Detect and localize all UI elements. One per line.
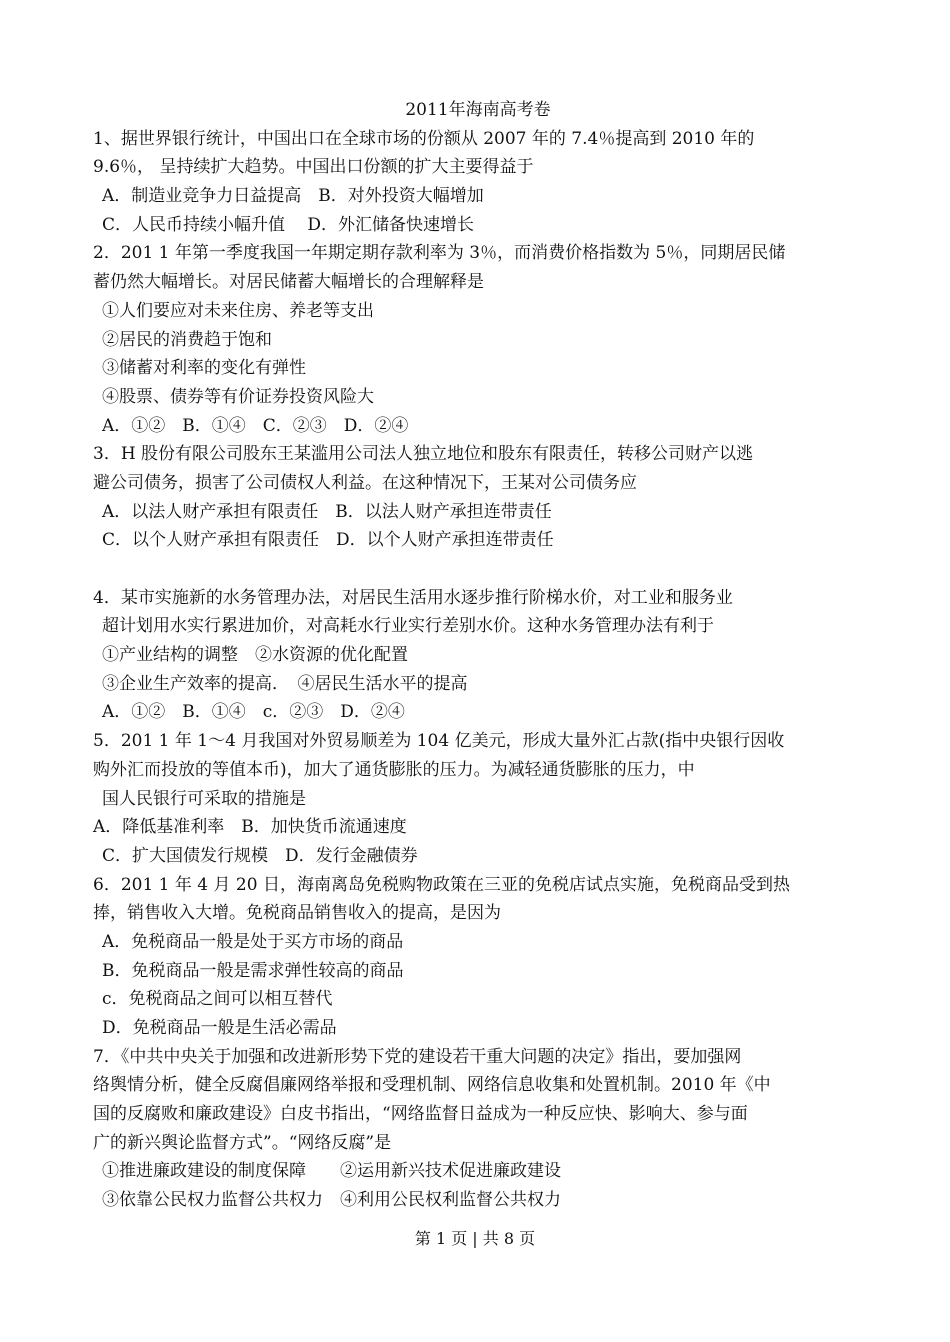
question-line: ④股票、债券等有价证券投资风险大 (102, 386, 374, 407)
question-line: D．免税商品一般是生活必需品 (102, 1018, 337, 1038)
question-line: 络舆情分析，健全反腐倡廉网络举报和受理机制、网络信息收集和处置机制。2010 年《中 (93, 1075, 771, 1096)
question-line: ②居民的消费趋于饱和 (102, 329, 272, 350)
question-line: 2．201 1 年第一季度我国一年期定期存款利率为 3％，而消费价格指数为 5％，同期居民储 (93, 243, 786, 264)
question-line: 7．《中共中央关于加强和改进新形势下党的建设若干重大问题的决定》指出，要加强网 (93, 1046, 742, 1067)
question-line: 蓄仍然大幅增长。对居民储蓄大幅增长的合理解释是 (93, 272, 484, 293)
question-line: 5．201 1 年 1～4 月我国对外贸易顺差为 104 亿美元，形成大量外汇占款(指中央银行因收 (93, 731, 785, 752)
question-2 (93, 239, 863, 440)
question-6 (93, 871, 863, 1043)
question-line: ③储蓄对利率的变化有弹性 (102, 358, 306, 379)
question-line: A．制造业竞争力日益提高 B．对外投资大幅增加 (102, 186, 484, 207)
question-line: ①推进廉政建设的制度保障 ②运用新兴技术促进廉政建设 (102, 1161, 561, 1182)
blank-line (93, 555, 863, 584)
question-line: 超计划用水实行累进加价，对高耗水行业实行差别水价。这种水务管理办法有利于 (102, 616, 714, 637)
document-body (93, 96, 863, 1215)
question-line: A．以法人财产承担有限责任 B．以法人财产承担连带责任 (102, 501, 552, 522)
question-line: 1、据世界银行统计，中国出口在全球市场的份额从 2007 年的 7.4％提高到 2010 年的 (93, 128, 755, 149)
question-line: c．免税商品之间可以相互替代 (102, 989, 333, 1010)
question-line: C．人民币持续小幅升值 D．外汇储备快速增长 (102, 214, 475, 235)
question-4 (93, 584, 863, 727)
question-line: 国的反腐败和廉政建设》白皮书指出，“网络监督日益成为一种反应快、影响大、参与面 (93, 1104, 748, 1125)
question-line: A．免税商品一般是处于买方市场的商品 (102, 931, 404, 952)
question-line: B．免税商品一般是需求弹性较高的商品 (102, 960, 404, 981)
question-3 (93, 440, 863, 555)
question-line: A．降低基准利率 B．加快货币流通速度 (93, 817, 407, 838)
question-line: 9.6％， 呈持续扩大趋势。中国出口份额的扩大主要得益于 (93, 157, 534, 178)
question-5 (93, 727, 863, 870)
question-line: A．①② B．①④ c．②③ D．②④ (102, 702, 405, 723)
question-line: A．①② B．①④ C．②③ D．②④ (102, 415, 409, 436)
question-line: 4．某市实施新的水务管理办法，对居民生活用水逐步推行阶梯水价，对工业和服务业 (93, 587, 733, 608)
question-7 (93, 1043, 863, 1215)
question-line: 购外汇而投放的等值本币)，加大了通货膨胀的压力。为减轻通货膨胀的压力，中 (93, 759, 695, 780)
question-line: ③企业生产效率的提高． ④居民生活水平的提高 (102, 673, 468, 694)
question-line: 避公司债务，损害了公司债权人利益。在这种情况下，王某对公司债务应 (93, 472, 637, 493)
document-title: 2011年海南高考卷 (405, 100, 551, 120)
question-line: 3．H 股份有限公司股东王某滥用公司法人独立地位和股东有限责任，转移公司财产以逃 (93, 444, 754, 465)
question-line: ①人们要应对未来住房、养老等支出 (102, 300, 374, 321)
question-line: ③依靠公民权力监督公共权力 ④利用公民权利监督公共权力 (102, 1190, 561, 1211)
question-line: ①产业结构的调整 ②水资源的优化配置 (102, 645, 408, 666)
question-line: 捧，销售收入大增。免税商品销售收入的提高，是因为 (93, 903, 501, 924)
question-line: C．扩大国债发行规模 D．发行金融债券 (102, 845, 418, 866)
question-line: C．以个人财产承担有限责任 D．以个人财产承担连带责任 (102, 530, 554, 551)
page-footer: 第 1 页 | 共 8 页 (414, 1229, 536, 1248)
question-1 (93, 125, 863, 240)
question-line: 6．201 1 年 4 月 20 日，海南离岛免税购物政策在三亚的免税店试点实施，免税商品受到热 (93, 874, 790, 895)
question-line: 国人民银行可采取的措施是 (102, 788, 306, 809)
question-line: 广的新兴舆论监督方式”。“网络反腐”是 (93, 1132, 392, 1153)
